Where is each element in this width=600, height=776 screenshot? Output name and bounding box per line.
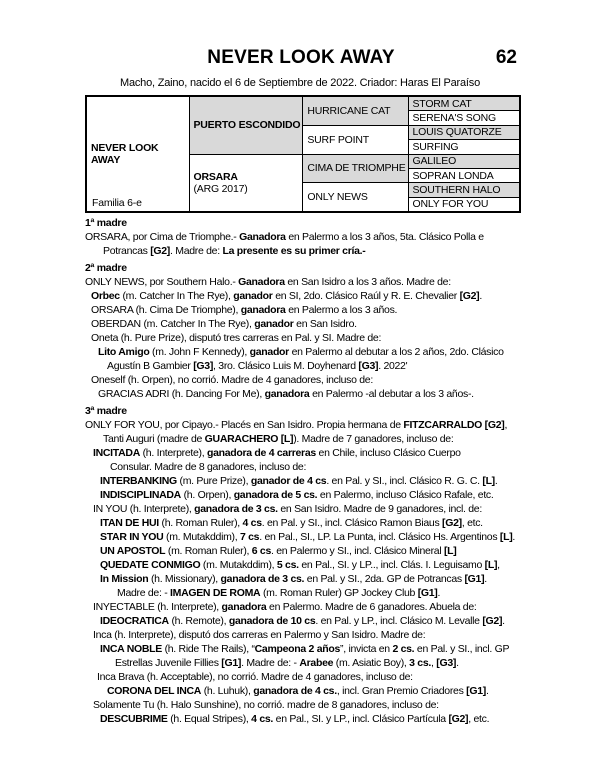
text-line: UN APOSTOL (m. Roman Ruler), 6 cs. en Palermo y SI., incl. Clásico Mineral [L] — [100, 545, 457, 557]
text-line: DESCUBRIME (h. Equal Stripes), 4 cs. en Pal., SI. y LP., incl. Clásico Partícula [G2], etc. — [100, 713, 490, 725]
ancestor-cell-gen2: SURF POINT — [303, 125, 408, 154]
pedigree-notes — [85, 213, 590, 726]
text-line: ONLY FOR YOU, por Cipayo.- Placés en San Isidro. Propia hermana de FITZCARRALDO [G2], — [85, 419, 508, 431]
ancestor-detail: (ARG 2017) — [193, 182, 248, 195]
ancestor-name: PUERTO ESCONDIDO — [193, 119, 301, 132]
text-line: Madre de: - IMAGEN DE ROMA (m. Roman Ruler) GP Jockey Club [G1]. — [117, 587, 441, 599]
ancestor-cell-gen3: GALILEO — [408, 154, 520, 168]
text-line: ORSARA, por Cima de Triomphe.- Ganadora en Palermo a los 3 años, 5ta. Clásico Polla e — [85, 231, 484, 243]
ancestor-cell-gen3: STORM CAT — [408, 96, 520, 111]
ancestor-cell-gen1 — [189, 154, 303, 212]
text-line: Inca (h. Interprete), disputó dos carreras en Palermo y San Isidro. Madre de: — [93, 629, 426, 641]
ancestor-cell-gen2: HURRICANE CAT — [303, 96, 408, 125]
page-number: 62 — [495, 47, 517, 68]
subject-name: NEVER LOOK — [91, 142, 159, 155]
pedigree-table — [85, 95, 521, 213]
text-line: INCITADA (h. Interprete), ganadora de 4 carreras en Chile, incluso Clásico Cuerpo — [93, 447, 461, 459]
text-line: OBERDAN (m. Catcher In The Rye), ganador en San Isidro. — [91, 318, 357, 330]
horse-description: Macho, Zaino, nacido el 6 de Septiembre de 2022. Criador: Haras El Paraíso — [119, 77, 481, 89]
text-line: In Mission (h. Missionary), ganadora de 3 cs. en Pal. y SI., 2da. GP de Potrancas [G1]. — [100, 573, 487, 585]
text-line: Tanti Auguri (madre de GUARACHERO [L]). Madre de 7 ganadores, incluso de: — [103, 433, 454, 445]
ancestor-cell-gen3: ONLY FOR YOU — [408, 197, 520, 212]
section-heading: 1ª madre — [85, 217, 127, 229]
text-line: IDEOCRATICA (h. Remote), ganadora de 10 cs. en Pal. y LP., incl. Clásico M. Levalle [G2]. — [100, 615, 505, 627]
page-title: NEVER LOOK AWAY — [207, 47, 395, 68]
text-line: ONLY NEWS, por Southern Halo.- Ganadora en San Isidro a los 3 años. Madre de: — [85, 276, 451, 288]
text-line: INTERBANKING (m. Pure Prize), ganador de 4 cs. en Pal. y SI., incl. Clásico R. G. C. [L]. — [100, 475, 498, 487]
subject-name: AWAY — [91, 154, 121, 167]
ancestor-cell-gen3: SOPRAN LONDA — [408, 168, 520, 182]
text-line: ORSARA (h. Cima De Triomphe), ganadora en Palermo a los 3 años. — [91, 304, 398, 316]
text-line: INYECTABLE (h. Interprete), ganadora en Palermo. Madre de 6 ganadores. Abuela de: — [93, 601, 477, 613]
subject-cell — [86, 96, 189, 212]
text-line: INCA NOBLE (h. Ride The Rails), “Campeona 2 años”, invicta en 2 cs. en Pal. y SI., incl. GP — [100, 643, 510, 655]
text-line: Estrellas Juvenile Fillies [G1]. Madre de: - Arabee (m. Asiatic Boy), 3 cs., [G3]. — [115, 657, 459, 669]
text-line: QUEDATE CONMIGO (m. Mutakddim), 5 cs. en Pal., SI. y LP.., incl. Clás. I. Leguisamo [L], — [100, 559, 500, 571]
ancestor-cell-gen3: LOUIS QUATORZE — [408, 125, 520, 139]
text-line: CORONA DEL INCA (h. Luhuk), ganadora de 4 cs., incl. Gran Premio Criadores [G1]. — [107, 685, 489, 697]
ancestor-cell-gen2: CIMA DE TRIOMPHE — [303, 154, 408, 183]
ancestor-cell-gen3: SOUTHERN HALO — [408, 183, 520, 197]
text-line: INDISCIPLINADA (h. Orpen), ganadora de 5 cs. en Palermo, incluso Clásico Rafale, etc. — [100, 489, 494, 501]
text-line: Agustín B Gambier [G3], 3ro. Clásico Luis M. Doyhenard [G3]. 2022' — [107, 360, 408, 372]
text-line: Solamente Tu (h. Halo Sunshine), no corrió. madre de 8 ganadores, incluso de: — [93, 699, 439, 711]
text-line: Consular. Madre de 8 ganadores, incluso de: — [110, 461, 307, 473]
ancestor-cell-gen2: ONLY NEWS — [303, 183, 408, 212]
text-line: Potrancas [G2]. Madre de: La presente es su primer cría.- — [103, 245, 366, 257]
page-header — [85, 47, 517, 71]
section-heading: 3ª madre — [85, 405, 127, 417]
text-line: GRACIAS ADRI (h. Dancing For Me), ganadora en Palermo -al debutar a los 3 años-. — [98, 388, 474, 400]
ancestor-cell-gen3: SURFING — [408, 140, 520, 154]
section-heading: 2ª madre — [85, 262, 127, 274]
ancestor-cell-gen1 — [189, 96, 303, 154]
ancestor-cell-gen3: SERENA'S SONG — [408, 111, 520, 125]
text-line: Oneta (h. Pure Prize), disputó tres carreras en Pal. y SI. Madre de: — [91, 332, 382, 344]
text-line: ITAN DE HUI (h. Roman Ruler), 4 cs. en Pal. y SI., incl. Clásico Ramon Biaus [G2], etc. — [100, 517, 483, 529]
text-line: STAR IN YOU (m. Mutakddim), 7 cs. en Pal., SI., LP. La Punta, incl. Clásico Hs. Argentinos [L]. — [100, 531, 516, 543]
text-line: Inca Brava (h. Acceptable), no corrió. Madre de 4 ganadores, incluso de: — [97, 671, 413, 683]
family-label: Familia 6-e — [92, 197, 142, 210]
text-line: Lito Amigo (m. John F Kennedy), ganador en Palermo al debutar a los 2 años, 2do. Clásico — [98, 346, 504, 358]
text-line: IN YOU (h. Interprete), ganadora de 3 cs. en San Isidro. Madre de 9 ganadores, incl. de: — [93, 503, 482, 515]
text-line: Orbec (m. Catcher In The Rye), ganador en SI, 2do. Clásico Raúl y R. E. Chevalier [G2]. — [91, 290, 482, 302]
ancestor-name: ORSARA — [193, 170, 238, 183]
text-line: Oneself (h. Orpen), no corrió. Madre de 4 ganadores, incluso de: — [91, 374, 373, 386]
